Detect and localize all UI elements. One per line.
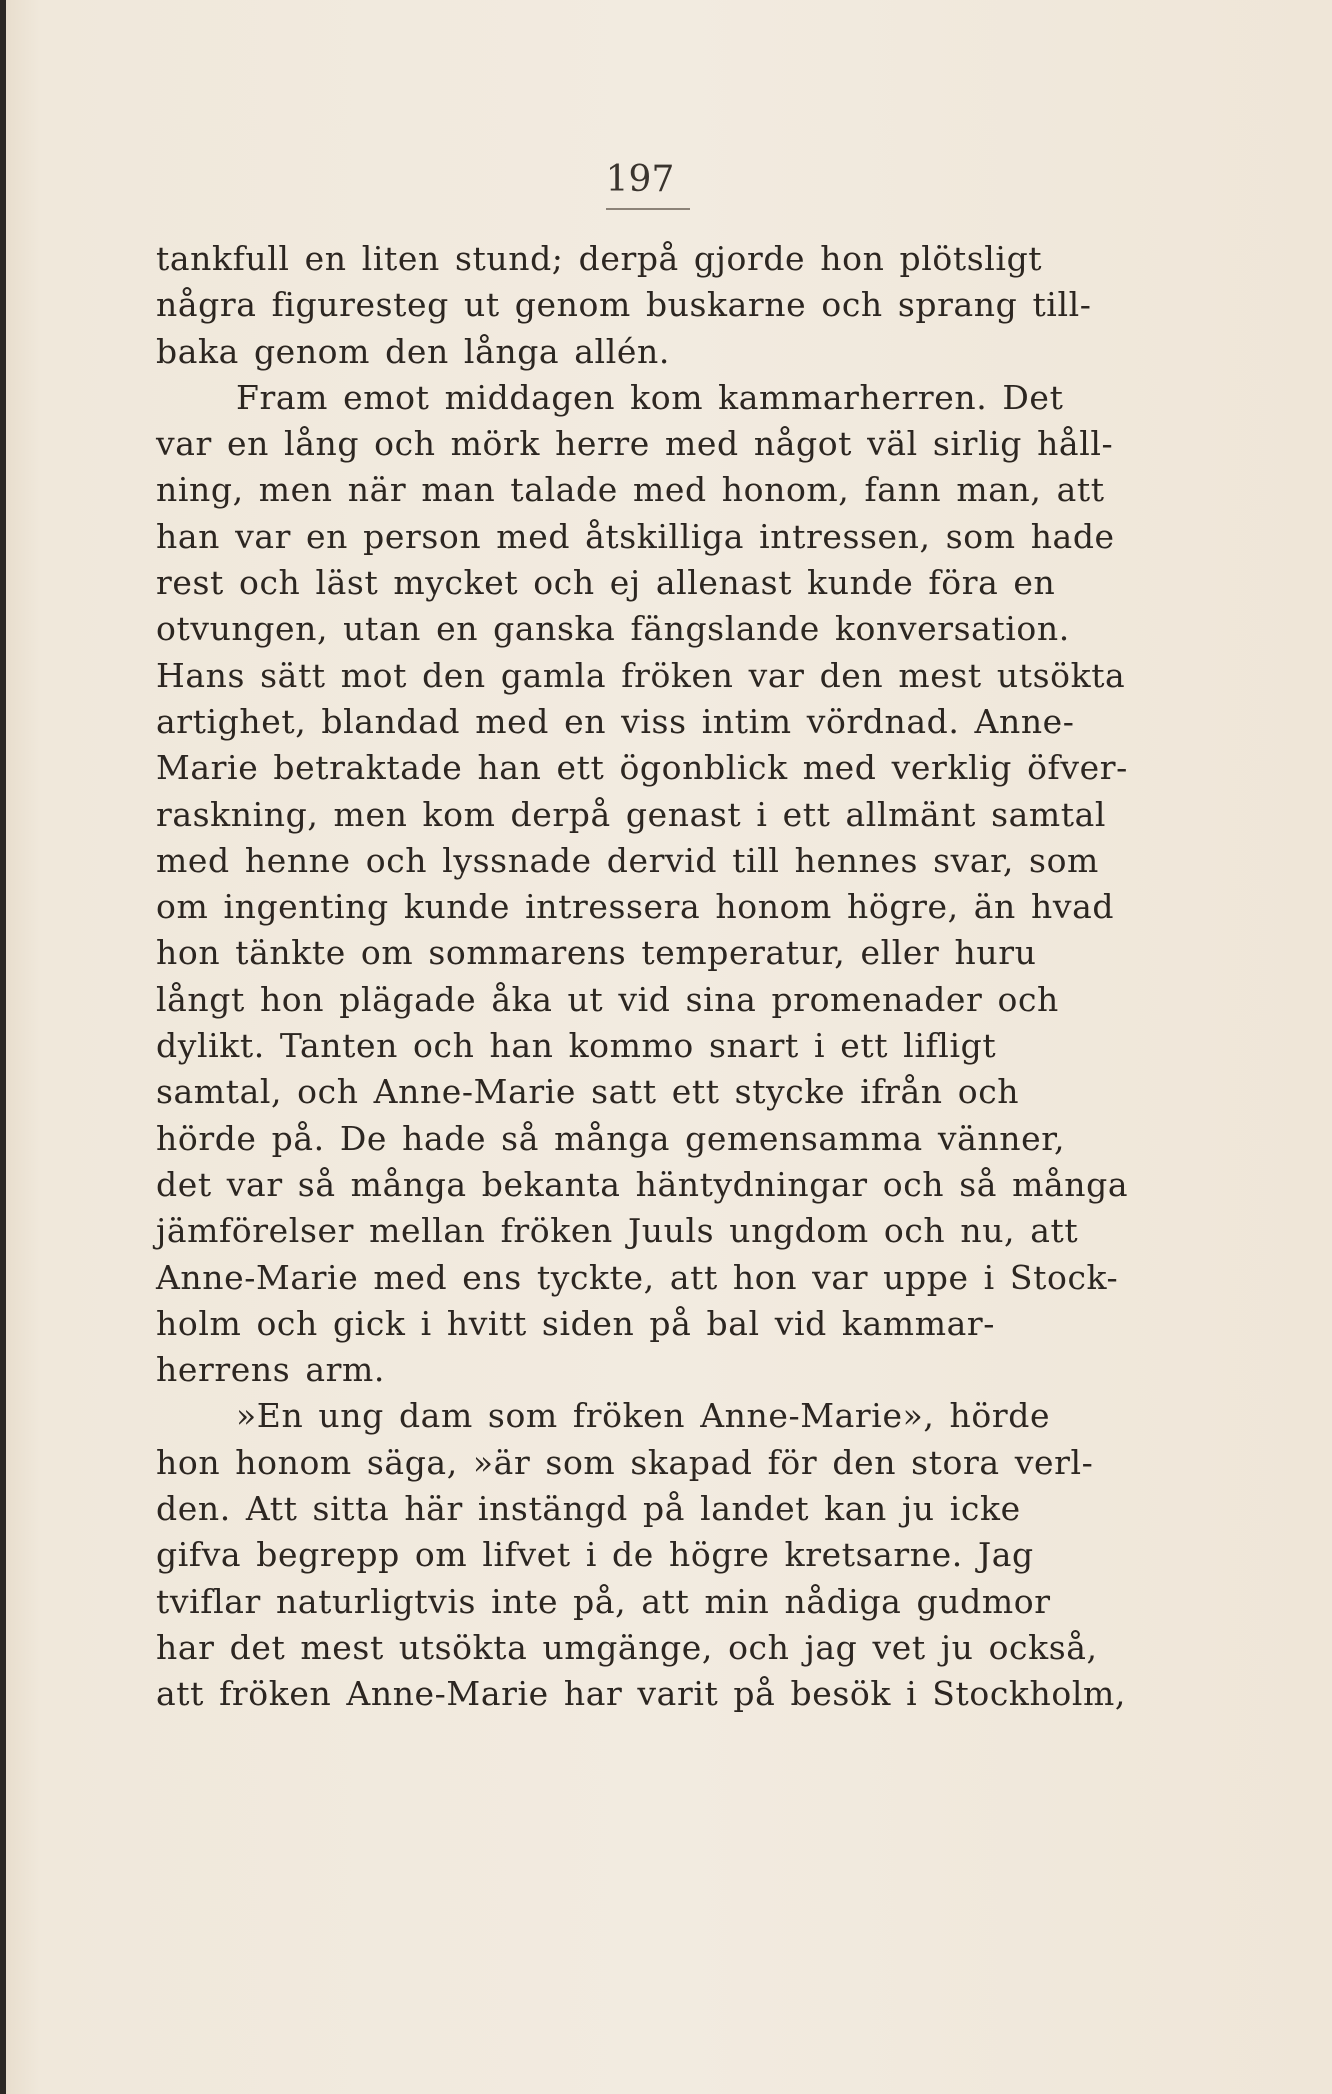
text-line: holm och gick i hvitt siden på bal vid kammar- [156,1303,995,1343]
text-line: otvungen, utan en ganska fängslande konversation. [156,609,1070,649]
text-line: artighet, blandad med en viss intim vördnad. Anne- [156,701,1075,741]
text-line: ning, men när man talade med honom, fann man, att [156,470,1105,510]
text-line: att fröken Anne-Marie har varit på besök i Stockholm, [156,1674,1126,1714]
text-line: det var så många bekanta häntydningar och så många [156,1164,1129,1204]
text-line: raskning, men kom derpå genast i ett allmänt samtal [156,794,1107,834]
text-line: om ingenting kunde intressera honom högre, än hvad [156,887,1115,927]
text-line: Marie betraktade han ett ögonblick med verklig öfver- [156,748,1128,788]
text-line: långt hon plägade åka ut vid sina promenader och [156,979,1059,1019]
text-line: Fram emot middagen kom kammarherren. Det [236,377,1064,417]
body-text [156,236,1160,1718]
page-number: 197 [605,159,675,200]
text-line: Anne-Marie med ens tyckte, att hon var uppe i Stock- [156,1257,1119,1297]
text-line: hon honom säga, »är som skapad för den stora verl- [156,1442,1094,1482]
text-line: gifva begrepp om lifvet i de högre kretsarne. Jag [156,1535,1034,1575]
text-line: baka genom den långa allén. [156,331,670,371]
text-line: har det mest utsökta umgänge, och jag vet ju också, [156,1627,1098,1667]
text-line: var en lång och mörk herre med något väl sirlig håll- [156,424,1114,464]
text-line: tviflar naturligtvis inte på, att min nådiga gudmor [156,1581,1051,1621]
header-rule [606,208,690,210]
text-line: Hans sätt mot den gamla fröken var den mest utsökta [156,655,1126,695]
text-line: med henne och lyssnade dervid till hennes svar, som [156,840,1099,880]
text-line: tankfull en liten stund; derpå gjorde hon plötsligt [156,239,1043,278]
text-line: jämförelser mellan fröken Juuls ungdom och nu, att [156,1211,1079,1251]
text-line: några figuresteg ut genom buskarne och sprang till- [156,285,1092,325]
text-line: dylikt. Tanten och han kommo snart i ett lifligt [156,1026,997,1066]
text-line: rest och läst mycket och ej allenast kunde föra en [156,563,1056,603]
text-line: han var en person med åtskilliga intressen, som hade [156,516,1115,556]
text-line: hon tänkte om sommarens temperatur, eller huru [156,933,1037,973]
text-line: hörde på. De hade så många gemensamma vänner, [156,1118,1066,1158]
text-line: herrens arm. [156,1350,385,1390]
text-line: »En ung dam som fröken Anne-Marie», hörde [236,1396,1051,1436]
page-binding-edge [0,0,6,2094]
text-line: den. Att sitta här instängd på landet kan ju icke [156,1489,1021,1529]
text-line: samtal, och Anne-Marie satt ett stycke ifrån och [156,1072,1020,1112]
